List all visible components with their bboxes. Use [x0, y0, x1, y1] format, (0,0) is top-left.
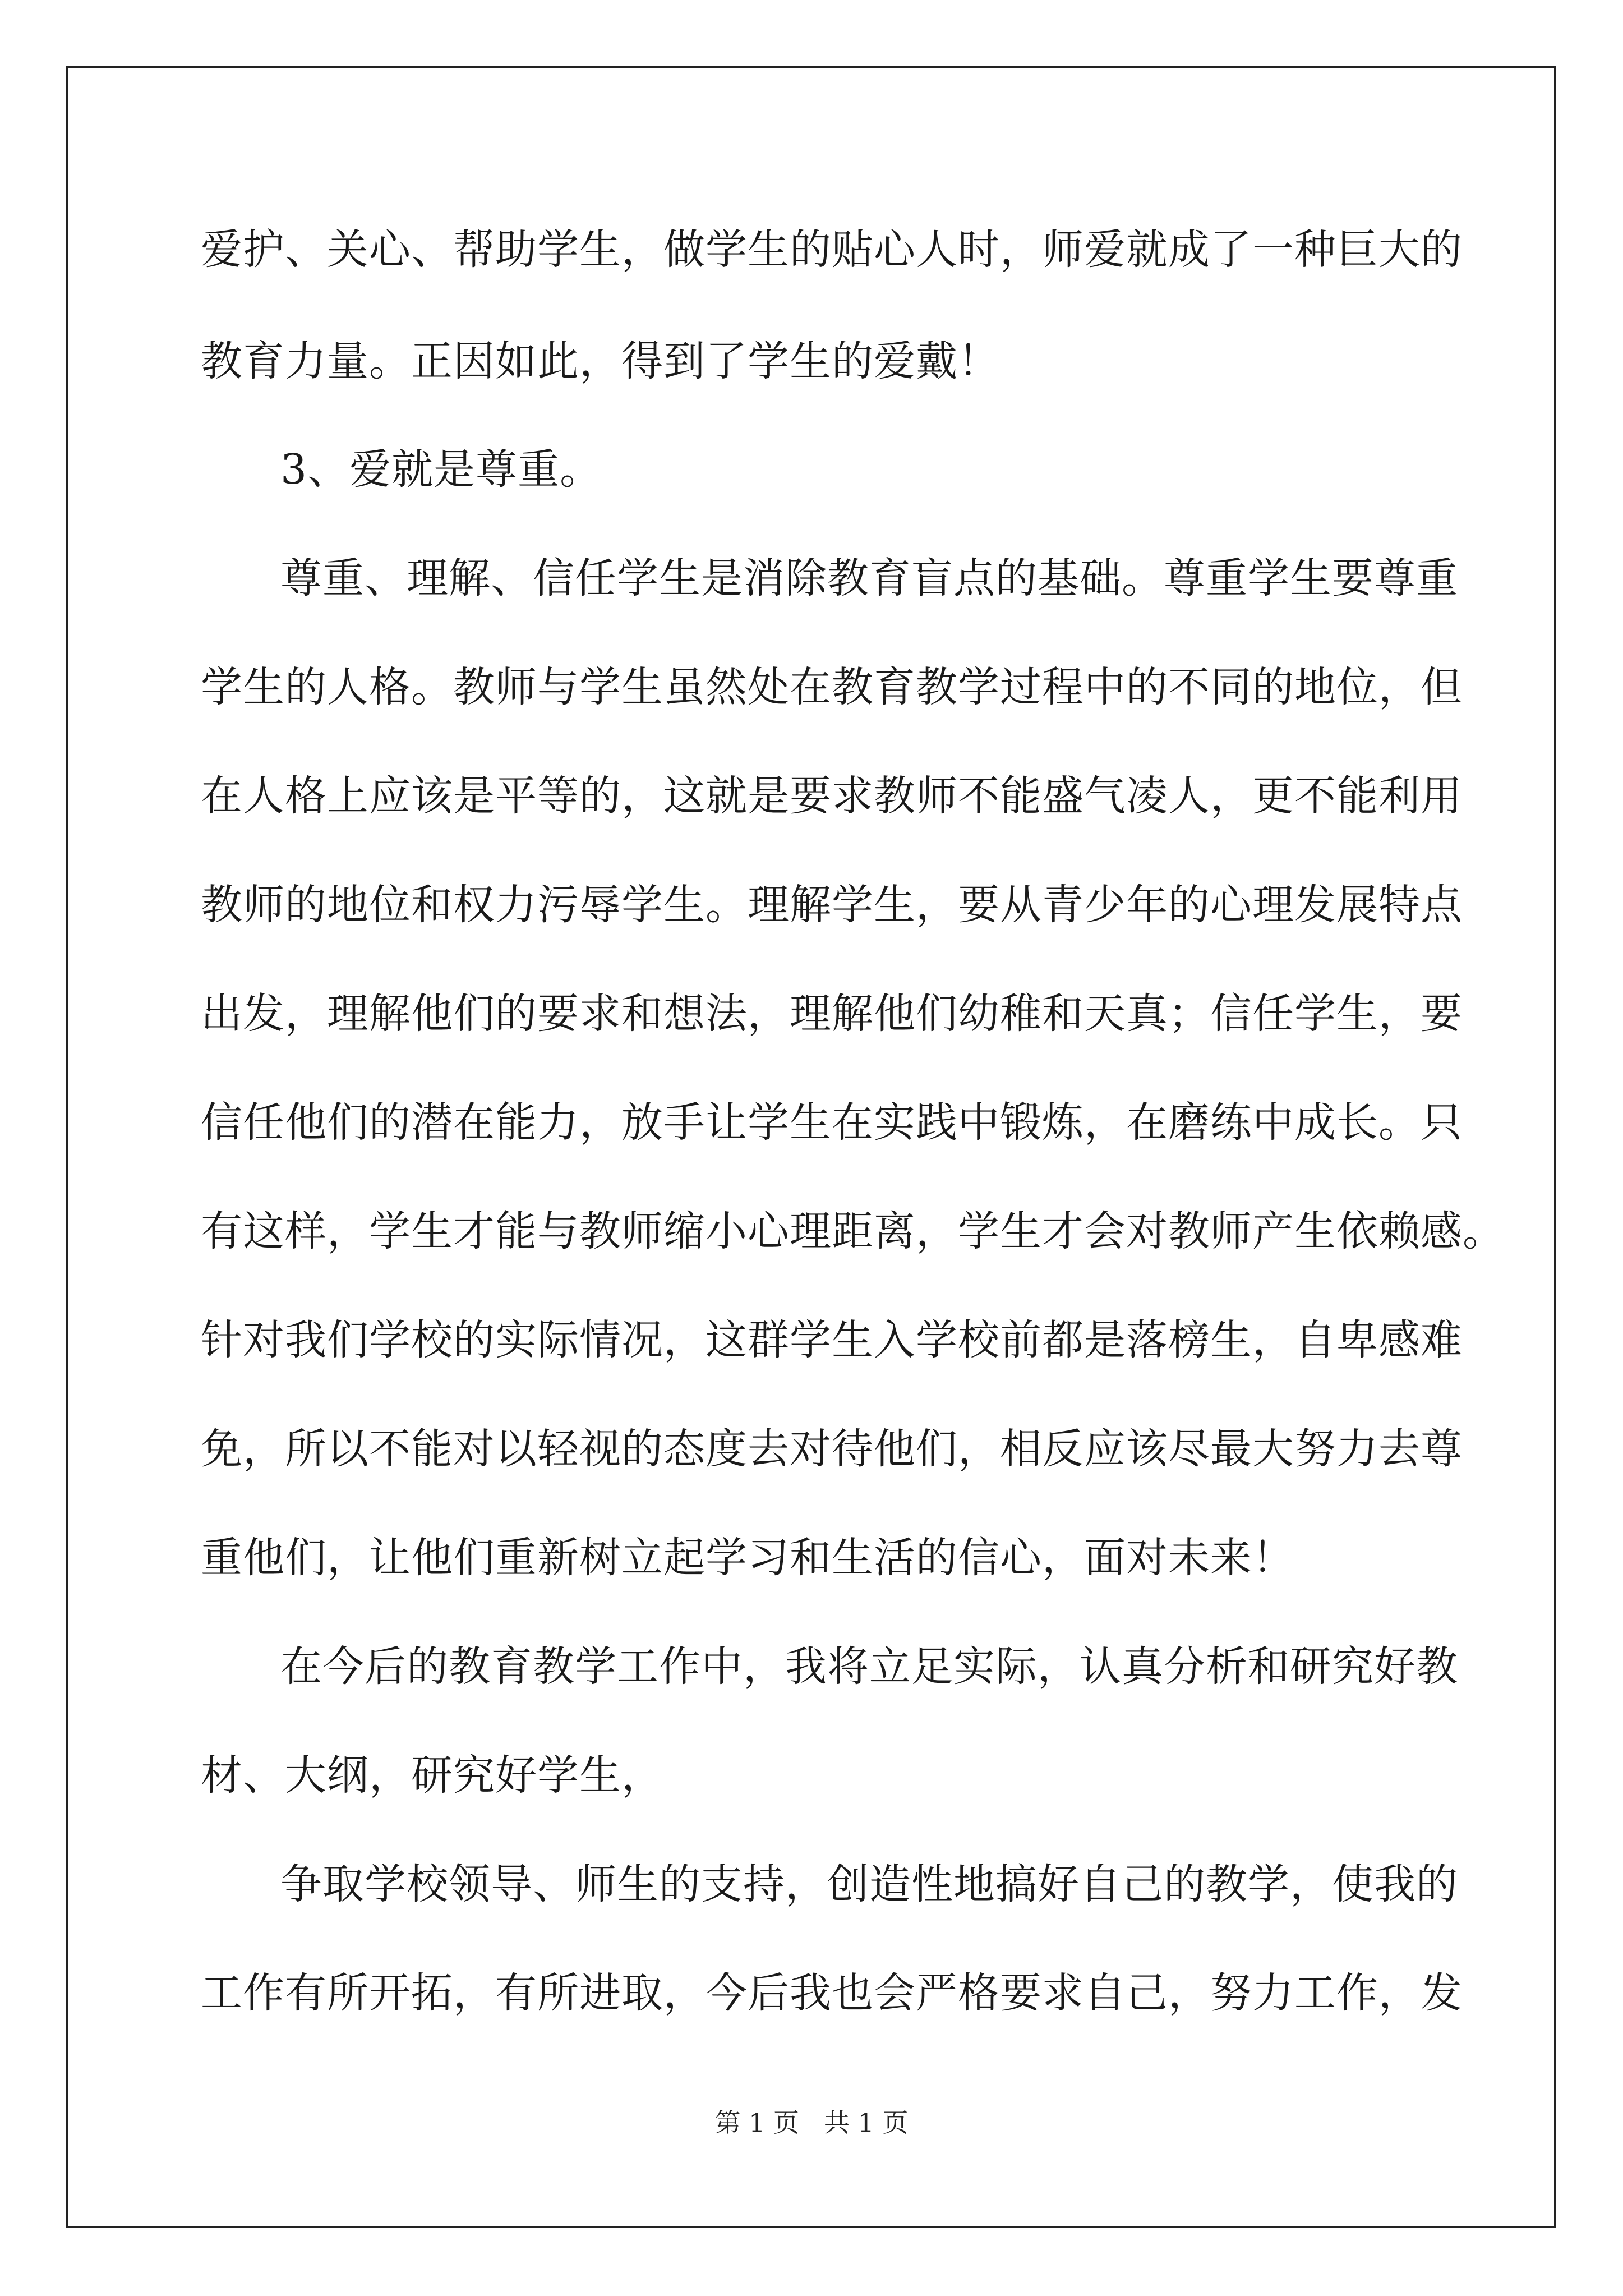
page-footer: [0, 2106, 1623, 2139]
text-line: 出发，理解他们的要求和想法，理解他们幼稚和天真；信任学生，要: [201, 990, 1463, 1038]
page-total: 共 1 页: [823, 2108, 909, 2138]
text-line: 3、爱就是尊重。: [280, 445, 602, 494]
text-line: 有这样，学生才能与教师缩小心理距离，学生才会对教师产生依赖感。: [201, 1207, 1505, 1255]
text-line: 工作有所开拓，有所进取，今后我也会严格要求自己，努力工作，发: [201, 1969, 1463, 2017]
text-line: 教育力量。正因如此，得到了学生的爱戴！: [201, 337, 1000, 385]
text-line: 针对我们学校的实际情况，这群学生入学校前都是落榜生，自卑感难: [201, 1316, 1463, 1364]
text-line: 尊重、理解、信任学生是消除教育盲点的基础。尊重学生要尊重: [280, 554, 1458, 602]
text-line: 爱护、关心、帮助学生，做学生的贴心人时，师爱就成了一种巨大的: [201, 226, 1463, 274]
text-line: 重他们，让他们重新树立起学习和生活的信心，面对未来！: [201, 1534, 1294, 1582]
text-line: 争取学校领导、师生的支持，创造性地搞好自己的教学，使我的: [280, 1860, 1458, 1908]
page-number: 第 1 页: [714, 2108, 800, 2138]
text-line: 教师的地位和权力污辱学生。理解学生，要从青少年的心理发展特点: [201, 881, 1463, 929]
text-line: 在人格上应该是平等的，这就是要求教师不能盛气凌人，更不能利用: [201, 772, 1463, 820]
text-line: 材、大纲，研究好学生，: [201, 1751, 663, 1800]
text-line: 免，所以不能对以轻视的态度去对待他们，相反应该尽最大努力去尊: [201, 1425, 1463, 1473]
text-line: 信任他们的潜在能力，放手让学生在实践中锻炼，在磨练中成长。只: [201, 1098, 1463, 1147]
text-line: 学生的人格。教师与学生虽然处在教育教学过程中的不同的地位，但: [201, 663, 1463, 711]
text-line: 在今后的教育教学工作中，我将立足实际，认真分析和研究好教: [280, 1642, 1458, 1691]
